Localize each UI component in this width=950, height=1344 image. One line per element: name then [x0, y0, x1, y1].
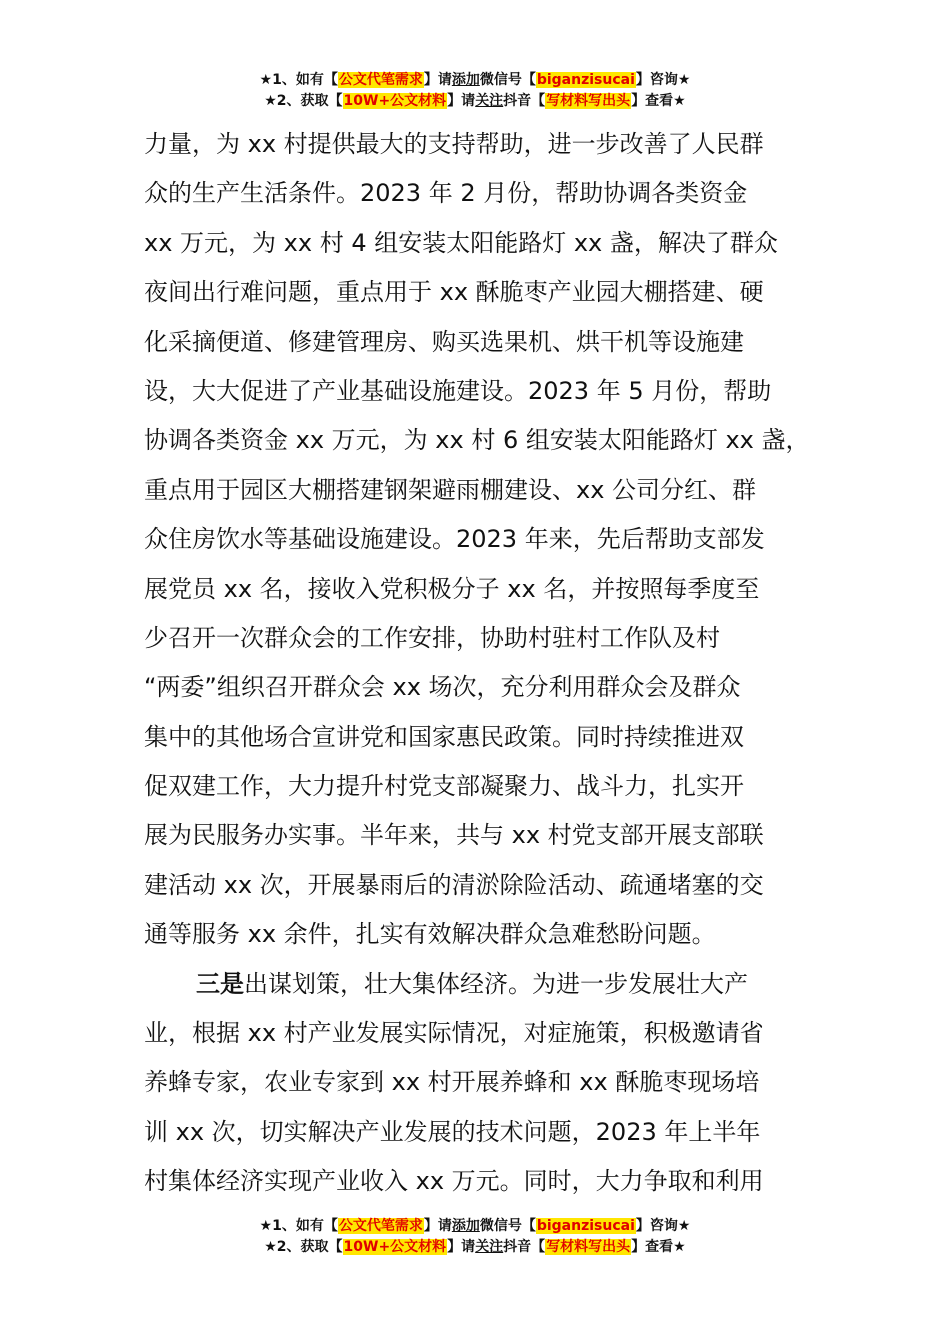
promo-text: 抖音【 — [503, 1239, 546, 1255]
body-line: 促双建工作，大力提升村党支部凝聚力、战斗力，扎实开 — [144, 772, 744, 801]
promo-text: 】查看★ — [631, 93, 686, 109]
promo-text: 】请 — [423, 1218, 452, 1234]
promo-line-1 — [0, 70, 950, 91]
body-line: 训 xx 次，切实解决产业发展的技术问题，2023 年上半年 — [144, 1117, 761, 1146]
paragraph-lead-bold: 三是 — [196, 969, 244, 998]
promo-text: 微信号【 — [479, 1218, 536, 1234]
document-body — [144, 120, 810, 1207]
body-line: 化采摘便道、修建管理房、购买选果机、烘干机等设施建 — [144, 327, 744, 356]
promo-text: 】咨询★ — [635, 1218, 691, 1234]
promo-text: ★1、如有【 — [259, 1218, 338, 1234]
body-line: 村集体经济实现产业收入 xx 万元。同时，大力争取和利用 — [144, 1167, 764, 1196]
body-line: 设，大大促进了产业基础设施建设。2023 年 5 月份，帮助 — [144, 376, 772, 405]
promo-line-2 — [0, 1237, 950, 1258]
promo-highlight-douyin: 写材料写出头 — [546, 93, 631, 109]
body-line: 业，根据 xx 村产业发展实际情况，对症施策，积极邀请省 — [144, 1019, 764, 1048]
promo-text: 】查看★ — [631, 1239, 686, 1255]
promo-underlined-word: 关注 — [475, 1239, 504, 1255]
body-line: 协调各类资金 xx 万元，为 xx 村 6 组安装太阳能路灯 xx 盏， — [144, 426, 810, 455]
promo-text: 】请 — [423, 72, 452, 88]
promo-text: 抖音【 — [503, 93, 546, 109]
promo-highlight-service: 公文代笔需求 — [338, 72, 423, 88]
promo-text: 】请 — [447, 93, 476, 109]
promo-underlined-word: 添加 — [451, 1218, 480, 1234]
paragraph-three-first-line — [144, 960, 810, 1009]
promo-text: ★1、如有【 — [259, 72, 338, 88]
promo-highlight-materials: 10W+公文材料 — [343, 93, 447, 109]
body-line: “两委”组织召开群众会 xx 场次，充分利用群众会及群众 — [144, 673, 741, 702]
body-line: 众的生产生活条件。2023 年 2 月份，帮助协调各类资金 — [144, 179, 748, 208]
promo-line-2 — [0, 91, 950, 112]
body-line: 展为民服务办实事。半年来，共与 xx 村党支部开展支部联 — [144, 821, 764, 850]
body-line: 通等服务 xx 余件，扎实有效解决群众急难愁盼问题。 — [144, 920, 716, 949]
body-line: 养蜂专家，农业专家到 xx 村开展养蜂和 xx 酥脆枣现场培 — [144, 1068, 760, 1097]
promo-highlight-materials: 10W+公文材料 — [343, 1239, 447, 1255]
promo-highlight-wechat-id: biganzisucai — [536, 1218, 635, 1234]
promo-text: 微信号【 — [479, 72, 536, 88]
body-line: xx 万元，为 xx 村 4 组安装太阳能路灯 xx 盏，解决了群众 — [144, 228, 778, 257]
promo-highlight-service: 公文代笔需求 — [338, 1218, 423, 1234]
body-line: 集中的其他场合宣讲党和国家惠民政策。同时持续推进双 — [144, 722, 744, 751]
body-line: 少召开一次群众会的工作安排，协助村驻村工作队及村 — [144, 623, 720, 652]
promo-text: ★2、获取【 — [264, 1239, 343, 1255]
promo-line-1 — [0, 1216, 950, 1237]
footer-promo-banner — [0, 1216, 950, 1258]
promo-text: 】咨询★ — [635, 72, 691, 88]
body-line: 众住房饮水等基础设施建设。2023 年来，先后帮助支部发 — [144, 525, 765, 554]
body-line: 夜间出行难问题，重点用于 xx 酥脆枣产业园大棚搭建、硬 — [144, 278, 764, 307]
body-line: 力量，为 xx 村提供最大的支持帮助，进一步改善了人民群 — [144, 130, 764, 158]
body-line: 重点用于园区大棚搭建钢架避雨棚建设、xx 公司分红、群 — [144, 475, 757, 504]
promo-highlight-wechat-id: biganzisucai — [536, 72, 635, 88]
body-line: 展党员 xx 名，接收入党积极分子 xx 名，并按照每季度至 — [144, 574, 760, 603]
promo-text: 】请 — [447, 1239, 476, 1255]
paragraph-text: 出谋划策，壮大集体经济。为进一步发展壮大产 — [244, 969, 748, 998]
header-promo-banner — [0, 70, 950, 112]
promo-underlined-word: 关注 — [475, 93, 504, 109]
body-line: 建活动 xx 次，开展暴雨后的清淤除险活动、疏通堵塞的交 — [144, 870, 764, 899]
promo-underlined-word: 添加 — [451, 72, 480, 88]
promo-text: ★2、获取【 — [264, 93, 343, 109]
promo-highlight-douyin: 写材料写出头 — [546, 1239, 631, 1255]
